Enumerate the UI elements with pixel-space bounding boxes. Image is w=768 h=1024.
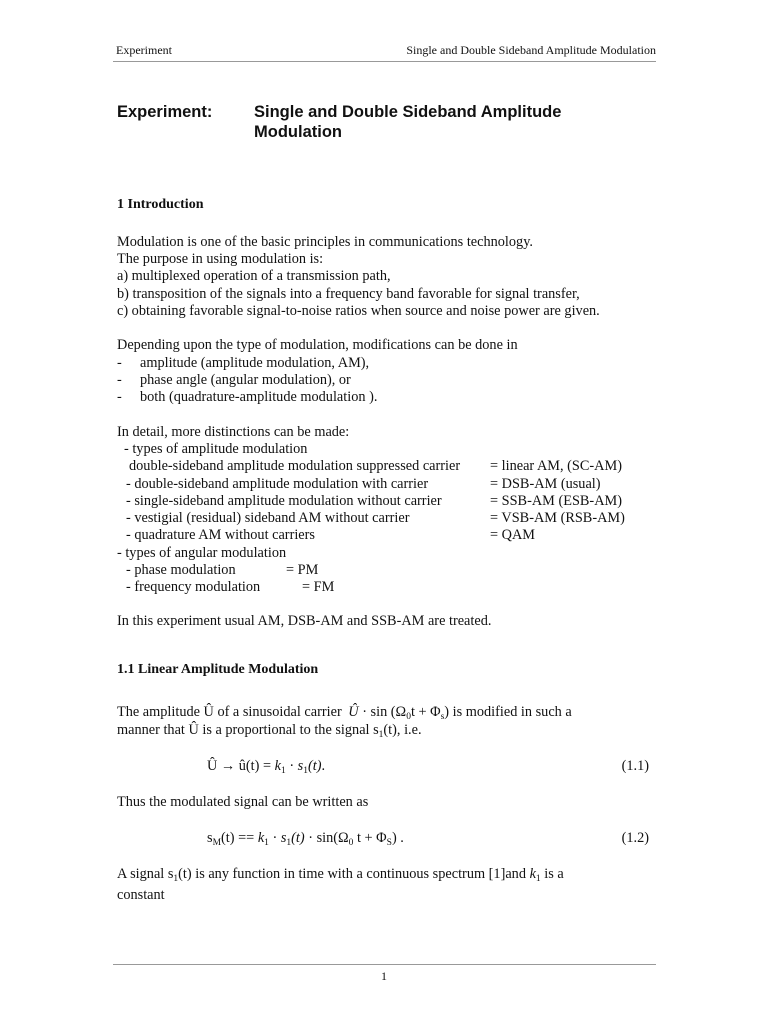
text: ) .	[391, 830, 404, 846]
am-type-left: - vestigial (residual) sideband AM without carrier	[126, 510, 410, 526]
ang-type-right: = PM	[286, 562, 319, 578]
text: .	[321, 758, 326, 774]
list-dash: -	[117, 389, 122, 405]
list-item: phase angle (angular modulation), or	[140, 372, 351, 388]
am-type-right: = VSB-AM (RSB-AM)	[490, 510, 625, 526]
paragraph-line	[117, 704, 572, 721]
text: t + Φ	[357, 830, 387, 846]
subscript: M	[212, 838, 222, 848]
math-symbol: ·	[308, 830, 314, 846]
math-symbol: k	[529, 866, 536, 882]
text: is a	[544, 866, 564, 882]
math-symbol: ·	[289, 758, 295, 774]
subscript: 1	[303, 766, 308, 776]
running-header-right: Single and Double Sideband Amplitude Modulation	[406, 43, 656, 57]
text: (t) is any function in time with a continuous spectrum [1]and	[178, 866, 526, 882]
list-subheading: - types of amplitude modulation	[124, 441, 308, 457]
paragraph-line: b) transposition of the signals into a frequency band favorable for signal transfer,	[117, 286, 580, 302]
text: sin(Ω	[316, 830, 349, 846]
subscript: 1	[173, 874, 179, 884]
text: The amplitude Û of a sinusoidal carrier	[117, 704, 342, 720]
am-type-left: - single-sideband amplitude modulation without carrier	[126, 493, 442, 509]
ang-type-left: - phase modulation	[126, 562, 236, 578]
text: (t), i.e.	[383, 722, 422, 738]
text: ) is modified in such a	[444, 704, 572, 720]
subscript: 1	[281, 766, 286, 776]
text: A signal s	[117, 866, 174, 882]
section-heading-introduction: 1 Introduction	[117, 197, 204, 212]
math-symbol: (t)	[308, 758, 322, 774]
am-type-right: = DSB-AM (usual)	[490, 476, 601, 492]
ang-type-left: - frequency modulation	[126, 579, 261, 595]
list-dash: -	[117, 355, 122, 371]
am-type-right: = linear AM, (SC-AM)	[490, 458, 622, 474]
paragraph-line: Depending upon the type of modulation, modifications can be done in	[117, 337, 518, 353]
text: manner that Û is a proportional to the signal s	[117, 722, 379, 738]
am-type-right: = QAM	[490, 527, 535, 543]
list-item: both (quadrature-amplitude modulation ).	[140, 389, 378, 405]
paragraph-line: a) multiplexed operation of a transmission path,	[117, 268, 391, 284]
subscript: 1	[378, 730, 384, 740]
list-item: amplitude (amplitude modulation, AM),	[140, 355, 370, 371]
subscript: s	[440, 712, 445, 722]
paragraph-line: The purpose in using modulation is:	[117, 251, 324, 267]
math-symbol: k	[274, 758, 281, 774]
list-dash: -	[117, 372, 122, 388]
subscript: 0	[348, 838, 354, 848]
am-type-left: - double-sideband amplitude modulation with carrier	[126, 476, 429, 492]
subscript: 1	[264, 838, 269, 848]
text: sin (Ω	[370, 704, 407, 720]
header-rule	[113, 61, 656, 62]
title-line-2: Modulation	[254, 123, 342, 141]
title-label: Experiment:	[117, 103, 213, 121]
equation-1-2	[207, 830, 404, 847]
section-heading-linear-am: 1.1 Linear Amplitude Modulation	[117, 662, 319, 677]
subscript: S	[386, 838, 392, 848]
am-type-right: = SSB-AM (ESB-AM)	[490, 493, 622, 509]
running-header-left: Experiment	[116, 43, 172, 57]
math-symbol: k	[257, 830, 265, 846]
page-number: 1	[381, 969, 387, 983]
list-subheading: - types of angular modulation	[117, 545, 287, 561]
am-type-left: double-sideband amplitude modulation suppressed carrier	[129, 458, 461, 474]
subscript: 1	[535, 874, 541, 884]
footer-rule	[113, 964, 656, 965]
paragraph-line: constant	[117, 887, 165, 903]
equation-number: (1.1)	[621, 758, 649, 774]
math-symbol: ·	[362, 704, 367, 720]
subscript: 0	[406, 712, 411, 722]
paragraph-line: c) obtaining favorable signal-to-noise ratios when source and noise power are given.	[117, 303, 600, 319]
subscript: 1	[286, 838, 292, 848]
paragraph-line	[117, 722, 422, 739]
am-type-left: - quadrature AM without carriers	[126, 527, 315, 543]
equation-number: (1.2)	[621, 830, 649, 846]
math-symbol: Û	[348, 704, 359, 720]
text: (t) ==	[221, 830, 255, 846]
title-line-1: Single and Double Sideband Amplitude	[254, 103, 562, 121]
math-symbol: s	[297, 758, 304, 774]
paragraph-line: In this experiment usual AM, DSB-AM and SSB-AM are treated.	[117, 613, 492, 629]
paragraph-line	[117, 866, 564, 883]
paragraph-line: Modulation is one of the basic principles in communications technology.	[117, 234, 533, 250]
text: Û → û(t) =	[207, 758, 272, 774]
paragraph-line: Thus the modulated signal can be written as	[117, 794, 369, 810]
math-symbol: ·	[272, 830, 278, 846]
equation-1-1	[207, 758, 325, 775]
text: s	[207, 830, 213, 846]
paragraph-line: In detail, more distinctions can be made:	[117, 424, 350, 440]
math-symbol: (t)	[291, 830, 305, 846]
ang-type-right: = FM	[302, 579, 335, 595]
math-symbol: s	[280, 830, 287, 846]
text: t + Φ	[410, 704, 441, 720]
